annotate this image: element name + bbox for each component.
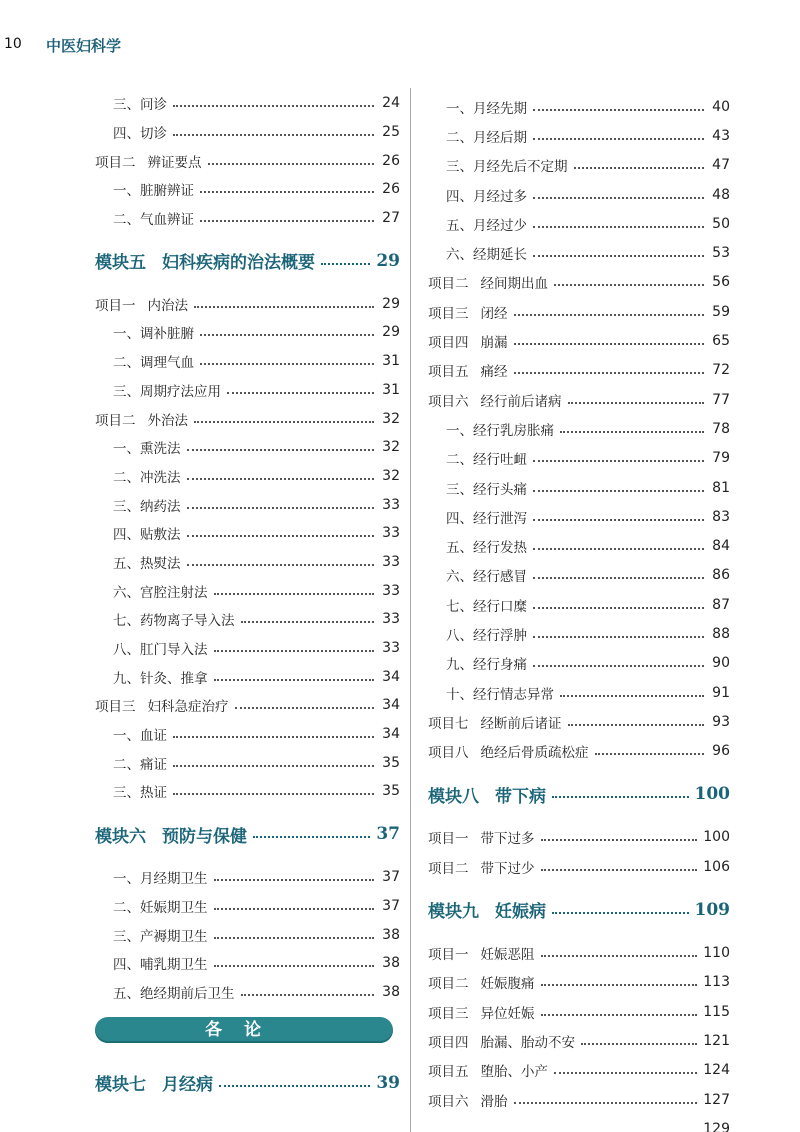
entry-title: 经断前后诸证 <box>480 715 562 732</box>
entry-title: 一、血证 <box>113 728 167 745</box>
toc-entry[interactable] <box>428 385 730 414</box>
leader-dots <box>200 363 374 365</box>
entry-title: 三、产褥期卫生 <box>113 928 208 945</box>
entry-label: 项目二 <box>428 860 469 877</box>
leader-dots <box>208 163 375 165</box>
column-divider <box>410 88 411 1132</box>
entry-page: 33 <box>382 611 400 628</box>
entry-page: 47 <box>712 157 730 174</box>
entry-title: 五、热熨法 <box>113 555 181 572</box>
toc-entry[interactable] <box>428 151 730 180</box>
toc-entry[interactable] <box>95 949 400 978</box>
entry-page: 37 <box>382 897 400 914</box>
toc-entry[interactable] <box>428 649 730 678</box>
entry-page: 72 <box>712 362 730 379</box>
leader-dots <box>187 535 375 537</box>
entry-page: 109 <box>694 899 730 920</box>
leader-dots <box>214 965 375 967</box>
toc-entry[interactable] <box>428 619 730 648</box>
leader-dots <box>533 636 704 638</box>
entry-title: 月经病 <box>162 1075 213 1096</box>
entry-page: 33 <box>382 640 400 657</box>
leader-dots <box>187 564 375 566</box>
toc-entry[interactable] <box>428 209 730 238</box>
toc-entry[interactable] <box>428 502 730 531</box>
entry-page: 33 <box>382 496 400 513</box>
entry-title: 三、周期疗法应用 <box>113 383 221 400</box>
entry-label: 项目六 <box>428 393 469 410</box>
leader-dots <box>200 220 374 222</box>
entry-title: 闭经 <box>480 305 508 322</box>
toc-entry[interactable] <box>95 347 400 376</box>
entry-page: 33 <box>382 553 400 570</box>
toc-entry[interactable] <box>428 737 730 766</box>
leader-dots <box>595 753 705 755</box>
entry-page: 84 <box>712 538 730 555</box>
entry-page: 29 <box>382 295 400 312</box>
entry-title: 带下过少 <box>480 860 535 877</box>
toc-entry[interactable] <box>95 89 400 118</box>
entry-page: 43 <box>712 127 730 144</box>
entry-page: 35 <box>382 754 400 771</box>
toc-entry[interactable] <box>428 414 730 443</box>
entry-page: 93 <box>712 713 730 730</box>
leader-dots <box>541 955 698 957</box>
entry-title: 经间期出血 <box>480 276 548 293</box>
toc-right-column <box>428 92 730 1132</box>
entry-label: 项目三 <box>95 699 136 716</box>
leader-dots <box>200 191 374 193</box>
toc-entry[interactable] <box>95 118 400 147</box>
leader-dots <box>514 372 705 374</box>
entry-label: 模块五 <box>95 253 146 274</box>
toc-entry[interactable] <box>428 823 730 852</box>
entry-title: 妊娠恶阻 <box>480 947 535 964</box>
toc-entry[interactable] <box>428 938 730 967</box>
leader-dots <box>194 306 374 308</box>
toc-entry[interactable] <box>428 561 730 590</box>
entry-page: 56 <box>712 274 730 291</box>
entry-title: 痛经 <box>480 364 508 381</box>
toc-entry[interactable] <box>428 968 730 997</box>
toc-entry[interactable] <box>428 121 730 150</box>
entry-page: 29 <box>376 250 400 271</box>
toc-entry[interactable] <box>428 707 730 736</box>
leader-dots <box>541 984 698 986</box>
toc-entry[interactable] <box>428 297 730 326</box>
leader-dots <box>533 519 704 521</box>
leader-dots <box>214 937 375 939</box>
leader-dots <box>552 912 689 914</box>
entry-page: 33 <box>382 582 400 599</box>
entry-title: 九、针灸、推拿 <box>113 670 208 687</box>
entry-title: 十、经行情志异常 <box>446 686 554 703</box>
leader-dots <box>533 548 704 550</box>
toc-module-entry[interactable] <box>95 806 400 863</box>
leader-dots <box>541 839 698 841</box>
entry-page: 124 <box>703 1062 730 1079</box>
leader-dots <box>533 109 704 111</box>
leader-dots <box>241 621 375 623</box>
leader-dots <box>514 314 705 316</box>
entry-label: 项目七 <box>428 715 469 732</box>
entry-page: 37 <box>376 824 400 845</box>
entry-label: 项目三 <box>428 305 469 322</box>
toc-module-entry[interactable] <box>95 232 400 289</box>
entry-page: 32 <box>382 467 400 484</box>
leader-dots <box>568 402 705 404</box>
leader-dots <box>541 1014 698 1016</box>
leader-dots <box>253 836 370 838</box>
toc-entry[interactable] <box>428 326 730 355</box>
entry-page: 96 <box>712 743 730 760</box>
entry-title: 外治法 <box>147 412 188 429</box>
entry-page: 50 <box>712 215 730 232</box>
toc-entry[interactable] <box>428 997 730 1026</box>
entry-page: 34 <box>382 726 400 743</box>
entry-page: 26 <box>382 152 400 169</box>
leader-dots <box>554 1072 697 1074</box>
leader-dots <box>533 607 704 609</box>
entry-label: 项目二 <box>95 154 136 171</box>
entry-page: 29 <box>382 324 400 341</box>
entry-title: 二、痛证 <box>113 756 167 773</box>
entry-title: 四、切诊 <box>113 126 167 143</box>
entry-page: 32 <box>382 439 400 456</box>
entry-title: 五、绝经期前后卫生 <box>113 985 235 1002</box>
toc-entry[interactable] <box>95 634 400 663</box>
entry-page: 77 <box>712 391 730 408</box>
leader-dots <box>560 695 704 697</box>
leader-dots <box>187 478 375 480</box>
toc-entry[interactable] <box>428 531 730 560</box>
entry-title: 堕胎、小产 <box>480 1064 548 1081</box>
section-banner <box>95 1006 400 1054</box>
toc-entry[interactable] <box>95 777 400 806</box>
toc-entry[interactable] <box>428 92 730 121</box>
entry-page: 86 <box>712 567 730 584</box>
entry-page: 127 <box>703 1091 730 1108</box>
entry-page: 87 <box>712 596 730 613</box>
entry-title: 异位妊娠 <box>480 1005 535 1022</box>
leader-dots <box>214 679 375 681</box>
entry-title: 预防与保健 <box>162 826 247 847</box>
toc-entry[interactable] <box>95 720 400 749</box>
toc-entry[interactable] <box>428 238 730 267</box>
book-title: 中医妇科学 <box>46 37 122 55</box>
entry-title: 二、冲洗法 <box>113 469 181 486</box>
entry-title: 绝经后骨质疏松症 <box>480 745 589 762</box>
toc-entry[interactable] <box>95 548 400 577</box>
leader-dots <box>173 793 374 795</box>
leader-dots <box>214 908 375 910</box>
leader-dots <box>219 1085 370 1087</box>
toc-entry[interactable] <box>95 404 400 433</box>
toc-module-entry[interactable] <box>95 1054 400 1111</box>
leader-dots <box>187 507 375 509</box>
toc-entry[interactable] <box>95 892 400 921</box>
entry-page: 31 <box>382 353 400 370</box>
entry-page: 115 <box>703 1003 730 1020</box>
entry-page: 100 <box>694 784 730 805</box>
leader-dots <box>568 724 705 726</box>
entry-label: 项目二 <box>428 276 469 293</box>
entry-title: 一、熏洗法 <box>113 441 181 458</box>
entry-page: 83 <box>712 508 730 525</box>
entry-page: 121 <box>703 1032 730 1049</box>
toc-entry[interactable] <box>95 519 400 548</box>
entry-page: 113 <box>703 974 730 991</box>
leader-dots <box>227 392 374 394</box>
toc-entry[interactable] <box>428 590 730 619</box>
toc-entry[interactable] <box>95 318 400 347</box>
leader-dots <box>187 449 375 451</box>
entry-title: 四、哺乳期卫生 <box>113 957 208 974</box>
entry-title: 七、药物离子导入法 <box>113 613 235 630</box>
leader-dots <box>173 134 374 136</box>
entry-page: 38 <box>382 955 400 972</box>
entry-title: 一、月经期卫生 <box>113 871 208 888</box>
leader-dots <box>235 707 375 709</box>
entry-title: 六、经行感冒 <box>446 569 527 586</box>
entry-page: 65 <box>712 333 730 350</box>
entry-title: 带下病 <box>495 786 546 807</box>
entry-label: 模块七 <box>95 1075 146 1096</box>
entry-label: 模块八 <box>428 786 479 807</box>
entry-title: 妇科急症治疗 <box>147 699 229 716</box>
entry-title: 四、贴敷法 <box>113 527 181 544</box>
entry-title: 一、月经先期 <box>446 100 527 117</box>
entry-page: 25 <box>382 124 400 141</box>
toc-entry[interactable] <box>428 180 730 209</box>
entry-label: 项目五 <box>428 1064 469 1081</box>
toc-entry[interactable] <box>95 662 400 691</box>
leader-dots <box>200 334 374 336</box>
toc-left-column <box>95 89 400 1111</box>
leader-dots <box>541 869 698 871</box>
entry-title: 八、肛门导入法 <box>113 642 208 659</box>
toc-entry[interactable] <box>95 490 400 519</box>
entry-title: 崩漏 <box>480 335 508 352</box>
entry-label: 项目四 <box>428 1034 469 1051</box>
toc-entry[interactable] <box>95 376 400 405</box>
leader-dots <box>533 460 704 462</box>
entry-page: 24 <box>382 95 400 112</box>
toc-module-entry[interactable] <box>428 766 730 823</box>
entry-label: 模块九 <box>428 902 479 923</box>
entry-label: 项目二 <box>428 976 469 993</box>
entry-page: 34 <box>382 697 400 714</box>
toc-entry[interactable] <box>95 920 400 949</box>
leader-dots <box>574 167 705 169</box>
entry-page: 91 <box>712 684 730 701</box>
toc-entry[interactable] <box>428 356 730 385</box>
toc-entry[interactable] <box>95 146 400 175</box>
entry-title: 三、热证 <box>113 785 167 802</box>
toc-entry[interactable] <box>428 852 730 881</box>
entry-label: 项目六 <box>428 1093 469 1110</box>
entry-title: 二、经行吐衄 <box>446 452 527 469</box>
toc-entry[interactable] <box>95 978 400 1007</box>
entry-title: 九、经行身痛 <box>446 657 527 674</box>
entry-title: 胎漏、胎动不安 <box>480 1034 575 1051</box>
leader-dots <box>514 343 705 345</box>
leader-dots <box>554 284 704 286</box>
toc-entry[interactable] <box>95 204 400 233</box>
entry-page: 100 <box>703 829 730 846</box>
leader-dots <box>194 421 374 423</box>
entry-page: 88 <box>712 625 730 642</box>
leader-dots <box>560 431 704 433</box>
entry-title: 二、月经后期 <box>446 129 527 146</box>
toc-entry[interactable] <box>428 1085 730 1114</box>
entry-page: 32 <box>382 410 400 427</box>
entry-title: 三、经行头痛 <box>446 481 527 498</box>
toc-entry[interactable] <box>428 444 730 473</box>
entry-label: 模块六 <box>95 826 146 847</box>
toc-entry[interactable] <box>95 289 400 318</box>
entry-page: 27 <box>382 210 400 227</box>
leader-dots <box>533 226 704 228</box>
entry-title: 带下过多 <box>480 831 535 848</box>
entry-title: 滑胎 <box>480 1093 508 1110</box>
entry-title: 五、经行发热 <box>446 540 527 557</box>
toc-entry[interactable] <box>95 748 400 777</box>
entry-title: 五、月经过少 <box>446 217 527 234</box>
entry-page: 40 <box>712 98 730 115</box>
toc-entry[interactable] <box>428 473 730 502</box>
leader-dots <box>214 650 375 652</box>
toc-entry[interactable] <box>428 1056 730 1085</box>
leader-dots <box>173 105 374 107</box>
toc-module-entry[interactable] <box>428 881 730 938</box>
entry-page: 129 <box>703 1120 730 1132</box>
leader-dots <box>214 879 375 881</box>
toc-entry[interactable] <box>95 175 400 204</box>
entry-title: 一、经行乳房胀痛 <box>446 422 554 439</box>
entry-page: 33 <box>382 525 400 542</box>
entry-title: 六、经期延长 <box>446 247 527 264</box>
toc-entry[interactable] <box>95 576 400 605</box>
entry-title: 二、气血辨证 <box>113 212 194 229</box>
entry-label: 项目三 <box>428 1005 469 1022</box>
entry-title: 三、问诊 <box>113 97 167 114</box>
entry-title: 妊娠病 <box>495 902 546 923</box>
leader-dots <box>214 593 375 595</box>
toc-entry[interactable] <box>95 863 400 892</box>
leader-dots <box>581 1043 697 1045</box>
toc-entry[interactable] <box>95 691 400 720</box>
entry-page: 38 <box>382 983 400 1000</box>
entry-title: 三、纳药法 <box>113 498 181 515</box>
leader-dots <box>533 665 704 667</box>
leader-dots <box>173 736 374 738</box>
page-number: 10 <box>4 36 22 52</box>
leader-dots <box>533 255 704 257</box>
leader-dots <box>552 796 689 798</box>
entry-page: 38 <box>382 926 400 943</box>
entry-page: 34 <box>382 668 400 685</box>
entry-title: 内治法 <box>147 297 188 314</box>
entry-page: 31 <box>382 381 400 398</box>
entry-page: 26 <box>382 181 400 198</box>
entry-title: 辨证要点 <box>147 154 202 171</box>
entry-page: 39 <box>376 1072 400 1093</box>
entry-title: 六、宫腔注射法 <box>113 584 208 601</box>
leader-dots <box>241 994 375 996</box>
leader-dots <box>173 765 374 767</box>
entry-title: 一、脏腑辨证 <box>113 183 194 200</box>
entry-title: 八、经行浮肿 <box>446 627 527 644</box>
entry-page: 78 <box>712 420 730 437</box>
entry-page: 81 <box>712 479 730 496</box>
leader-dots <box>533 490 704 492</box>
entry-page: 90 <box>712 655 730 672</box>
entry-page: 53 <box>712 245 730 262</box>
toc-entry[interactable] <box>95 605 400 634</box>
leader-dots <box>533 138 704 140</box>
entry-label: 项目一 <box>95 297 136 314</box>
entry-page: 106 <box>703 858 730 875</box>
toc-entry[interactable] <box>95 462 400 491</box>
entry-page: 37 <box>382 869 400 886</box>
entry-label: 项目二 <box>95 412 136 429</box>
toc-entry[interactable] <box>428 678 730 707</box>
entry-title: 妊娠腹痛 <box>480 976 535 993</box>
entry-label: 项目四 <box>428 335 469 352</box>
toc-entry[interactable] <box>428 268 730 297</box>
entry-page: 35 <box>382 783 400 800</box>
entry-label: 项目五 <box>428 364 469 381</box>
entry-label: 项目一 <box>428 831 469 848</box>
entry-label: 项目一 <box>428 947 469 964</box>
entry-page: 79 <box>712 450 730 467</box>
entry-title: 七、经行口糜 <box>446 598 527 615</box>
banner-title: 各论 <box>95 1017 393 1043</box>
toc-entry[interactable] <box>95 433 400 462</box>
entry-title: 经行前后诸病 <box>480 393 562 410</box>
entry-page: 48 <box>712 186 730 203</box>
leader-dots <box>533 577 704 579</box>
entry-title: 四、月经过多 <box>446 188 527 205</box>
toc-entry[interactable] <box>428 1114 730 1132</box>
entry-title: 三、月经先后不定期 <box>446 159 568 176</box>
entry-title: 妇科疾病的治法概要 <box>162 253 315 274</box>
leader-dots <box>514 1102 698 1104</box>
entry-page: 59 <box>712 303 730 320</box>
entry-title: 二、妊娠期卫生 <box>113 899 208 916</box>
entry-label: 项目八 <box>428 745 469 762</box>
leader-dots <box>321 263 370 265</box>
entry-title: 二、调理气血 <box>113 355 194 372</box>
entry-title: 一、调补脏腑 <box>113 326 194 343</box>
entry-title: 四、经行泄泻 <box>446 510 527 527</box>
entry-page: 110 <box>703 945 730 962</box>
toc-entry[interactable] <box>428 1026 730 1055</box>
leader-dots <box>533 197 704 199</box>
